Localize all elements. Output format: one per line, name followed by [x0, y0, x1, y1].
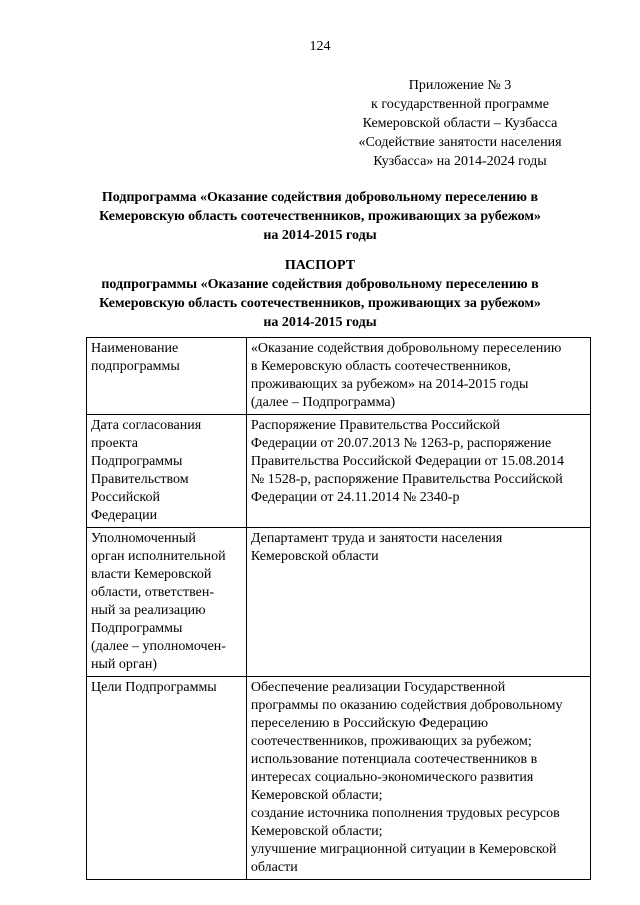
- row-value-line: использование потенциала соотечественников в: [250, 752, 538, 767]
- row-label-line: Российской: [91, 490, 160, 505]
- row-value-line: программы по оказанию содействия добровольному: [250, 698, 563, 713]
- row-label-line: Подпрограммы: [91, 454, 183, 469]
- row-label-line: Правительством: [91, 472, 189, 487]
- row-value-line: (далее – Подпрограмма): [250, 395, 396, 410]
- row-label-cell: [87, 528, 247, 677]
- row-value-line: Кемеровской области: [250, 549, 379, 564]
- passport-heading: [60, 256, 580, 332]
- passport-table: [86, 337, 591, 880]
- row-value-line: улучшение миграционной ситуации в Кемеровской: [250, 842, 557, 857]
- row-value-line: «Оказание содействия добровольному переселению: [250, 341, 562, 356]
- row-value-line: Кемеровской области;: [250, 824, 383, 839]
- row-label-line: орган исполнительной: [91, 549, 226, 564]
- appendix-line: к государственной программе: [371, 97, 549, 112]
- heading-line: подпрограммы «Оказание содействия добровольному переселению в: [101, 277, 539, 292]
- row-label-cell: [87, 338, 247, 415]
- row-value-line: № 1528-р, распоряжение Правительства Российской: [250, 472, 563, 487]
- row-value-line: интересах социально-экономического развития: [250, 770, 534, 785]
- row-label-line: Подпрограммы: [91, 621, 183, 636]
- row-label-line: Наименование: [91, 341, 179, 356]
- row-label-line: Федерации: [91, 508, 158, 523]
- row-label-line: Уполномоченный: [91, 531, 196, 546]
- row-value-line: соотечественников, проживающих за рубежом;: [250, 734, 532, 749]
- row-value-line: Обеспечение реализации Государственной: [250, 680, 506, 695]
- row-label-line: власти Кемеровской: [91, 567, 212, 582]
- title-line: Кемеровскую область соотечественников, проживающих за рубежом»: [99, 209, 541, 224]
- title-line: Подпрограмма «Оказание содействия добровольному переселению в: [101, 190, 539, 205]
- row-value-line: Правительства Российской Федерации от 15.08.2014: [250, 454, 565, 469]
- table-row: [87, 338, 591, 415]
- heading-line: ПАСПОРТ: [284, 258, 356, 273]
- row-value-line: Кемеровской области;: [250, 788, 383, 803]
- row-label-line: подпрограммы: [91, 359, 180, 374]
- subprogram-title: [60, 188, 580, 245]
- row-label-line: (далее – уполномочен-: [91, 639, 226, 654]
- title-line: на 2014-2015 годы: [263, 228, 377, 243]
- row-value-line: Распоряжение Правительства Российской: [250, 418, 501, 433]
- row-label-line: ный за реализацию: [91, 603, 206, 618]
- row-label-line: области, ответствен-: [91, 585, 214, 600]
- heading-line: на 2014-2015 годы: [263, 315, 377, 330]
- row-value-line: в Кемеровскую область соотечественников,: [250, 359, 511, 374]
- appendix-line: Приложение № 3: [408, 78, 512, 93]
- row-value-line: Департамент труда и занятости населения: [250, 531, 503, 546]
- appendix-note: [340, 76, 580, 171]
- row-value-line: Федерации от 20.07.2013 № 1263-р, распоряжение: [250, 436, 552, 451]
- row-value-line: переселению в Российскую Федерацию: [250, 716, 489, 731]
- row-value-cell: [246, 677, 590, 880]
- row-value-line: проживающих за рубежом» на 2014-2015 годы: [250, 377, 529, 392]
- row-value-line: Федерации от 24.11.2014 № 2340-р: [250, 490, 460, 505]
- row-label-line: Дата согласования: [91, 418, 202, 433]
- row-label-line: проекта: [91, 436, 138, 451]
- table-row: [87, 415, 591, 528]
- heading-line: Кемеровскую область соотечественников, проживающих за рубежом»: [99, 296, 541, 311]
- row-value-line: создание источника пополнения трудовых ресурсов: [250, 806, 560, 821]
- row-label-cell: [87, 677, 247, 880]
- row-value-line: области: [250, 860, 298, 875]
- appendix-line: Кемеровской области – Кузбасса: [362, 116, 558, 131]
- row-value-cell: [246, 415, 590, 528]
- row-value-cell: [246, 338, 590, 415]
- table-row: [87, 677, 591, 880]
- page-number: 124: [309, 39, 331, 54]
- table-row: [87, 528, 591, 677]
- row-value-cell: [246, 528, 590, 677]
- appendix-line: Кузбасса» на 2014-2024 годы: [373, 154, 547, 169]
- appendix-line: «Содействие занятости населения: [358, 135, 562, 150]
- row-label-line: Цели Подпрограммы: [91, 680, 217, 695]
- row-label-cell: [87, 415, 247, 528]
- row-label-line: ный орган): [91, 657, 158, 672]
